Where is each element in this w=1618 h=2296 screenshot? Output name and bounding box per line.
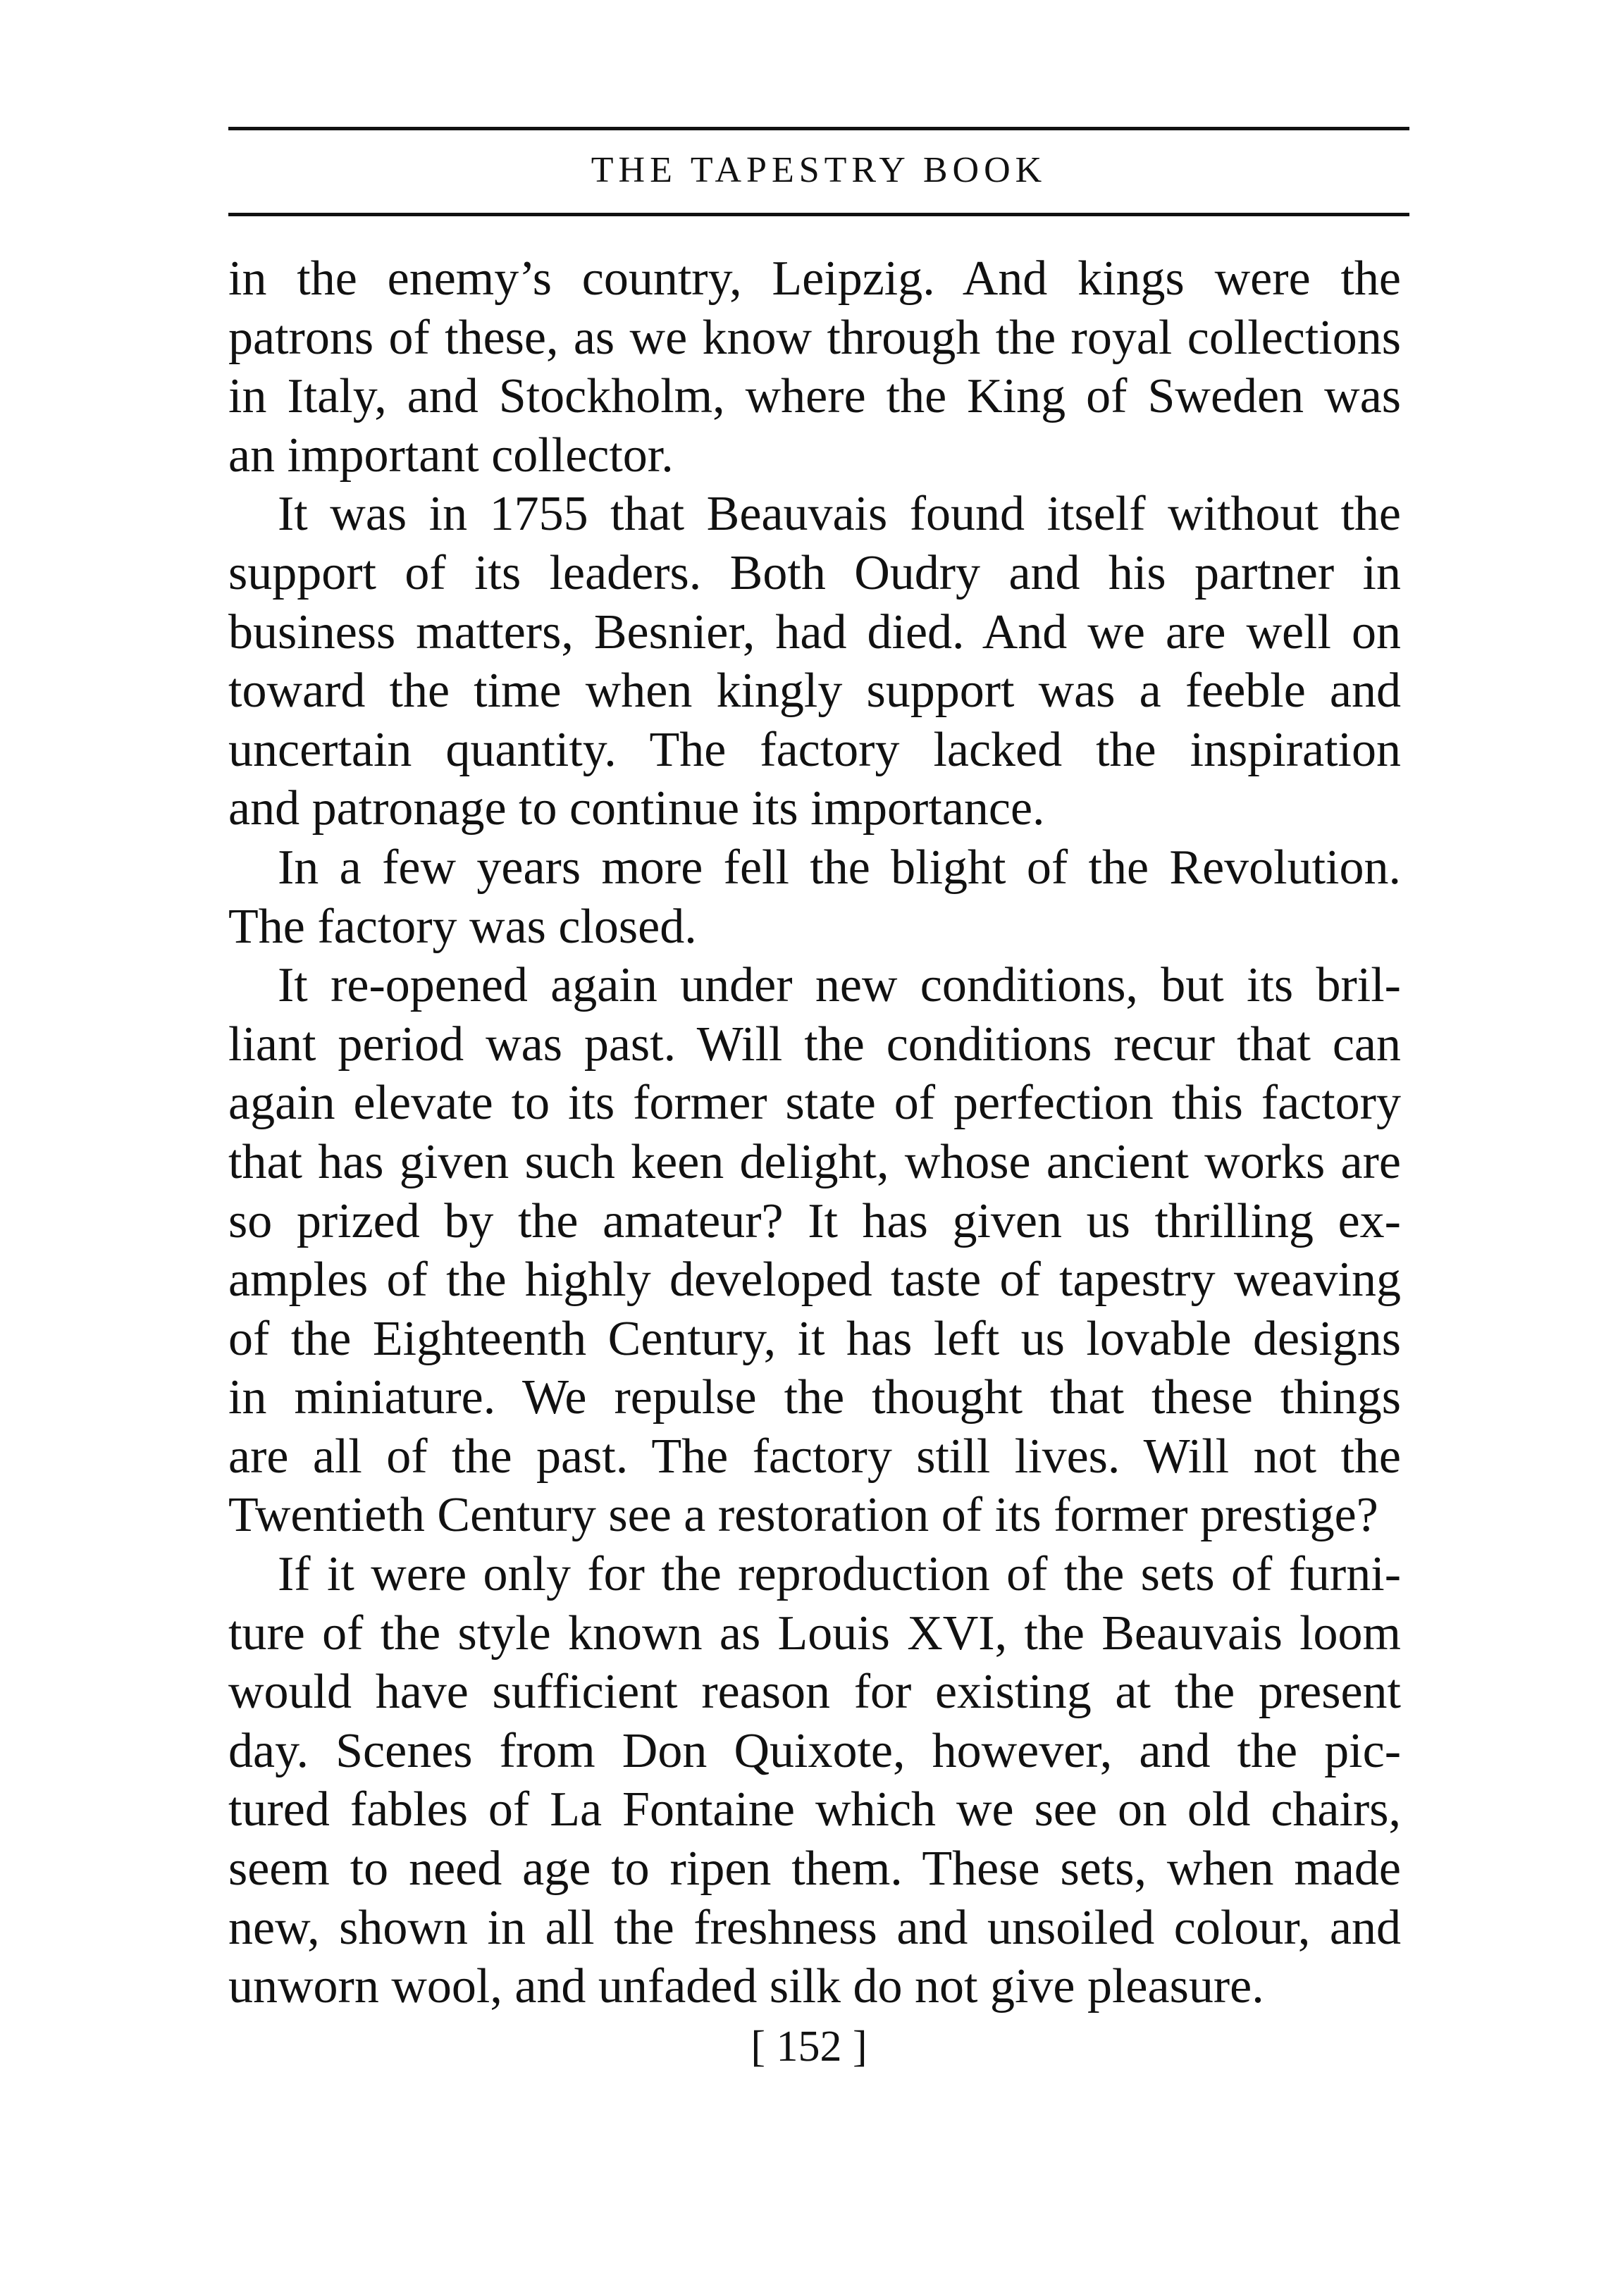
text-line: in the enemy’s country, Leipzig. And kings were the (228, 252, 1401, 306)
text-line: of the Eighteenth Century, it has left us lovable designs (228, 1311, 1401, 1366)
text-line: amples of the highly developed taste of tapestry weaving (228, 1253, 1401, 1308)
text-line: and patronage to continue its importance. (228, 781, 1045, 836)
paragraph (228, 1545, 1401, 2016)
body-text (228, 249, 1401, 2016)
text-line: toward the time when kingly support was a feeble and (228, 664, 1401, 719)
text-line: uncertain quantity. The factory lacked the inspiration (228, 722, 1401, 777)
text-line: If it were only for the reproduction of the sets of furni- (278, 1547, 1401, 1602)
text-line: that has given such keen delight, whose ancient works are (228, 1134, 1401, 1189)
text-line: liant period was past. Will the conditions recur that can (228, 1017, 1401, 1072)
text-line: in miniature. We repulse the thought that these things (228, 1370, 1401, 1425)
paragraph (228, 838, 1401, 956)
paragraph (228, 956, 1401, 1545)
text-line: would have sufficient reason for existing at the present (228, 1665, 1401, 1720)
text-line: The factory was closed. (228, 899, 697, 954)
text-line: day. Scenes from Don Quixote, however, and the pic- (228, 1723, 1401, 1778)
text-line: In a few years more fell the blight of the Revolution. (278, 840, 1401, 895)
text-line: business matters, Besnier, had died. And we are well on (228, 604, 1401, 659)
text-line: It was in 1755 that Beauvais found itself without the (278, 487, 1401, 542)
text-line: unworn wool, and unfaded silk do not give pleasure. (228, 1959, 1264, 2014)
text-line: so prized by the amateur? It has given us thrilling ex- (228, 1193, 1401, 1248)
paragraph (228, 249, 1401, 485)
header-rule-bottom (228, 213, 1409, 216)
text-line: are all of the past. The factory still lives. Will not the (228, 1429, 1401, 1484)
text-line: patrons of these, as we know through the royal collections (228, 310, 1401, 365)
text-line: It re-opened again under new conditions, but its bril- (278, 958, 1401, 1013)
page-number: [ 152 ] (751, 2023, 867, 2071)
running-head: THE TAPESTRY BOOK (591, 150, 1047, 190)
text-line: new, shown in all the freshness and unsoiled colour, and (228, 1900, 1401, 1955)
text-line: support of its leaders. Both Oudry and his partner in (228, 545, 1401, 600)
text-line: again elevate to its former state of perfection this factory (228, 1076, 1401, 1131)
header-rule-top (228, 127, 1409, 130)
text-line: ture of the style known as Louis XVI, the Beauvais loom (228, 1606, 1401, 1661)
paragraph (228, 485, 1401, 838)
text-line: an important collector. (228, 428, 674, 483)
text-line: seem to need age to ripen them. These sets, when made (228, 1842, 1401, 1897)
text-line: tured fables of La Fontaine which we see on old chairs, (228, 1782, 1401, 1837)
text-line: Twentieth Century see a restoration of its former prestige? (228, 1488, 1378, 1543)
text-line: in Italy, and Stockholm, where the King of Sweden was (228, 369, 1401, 424)
